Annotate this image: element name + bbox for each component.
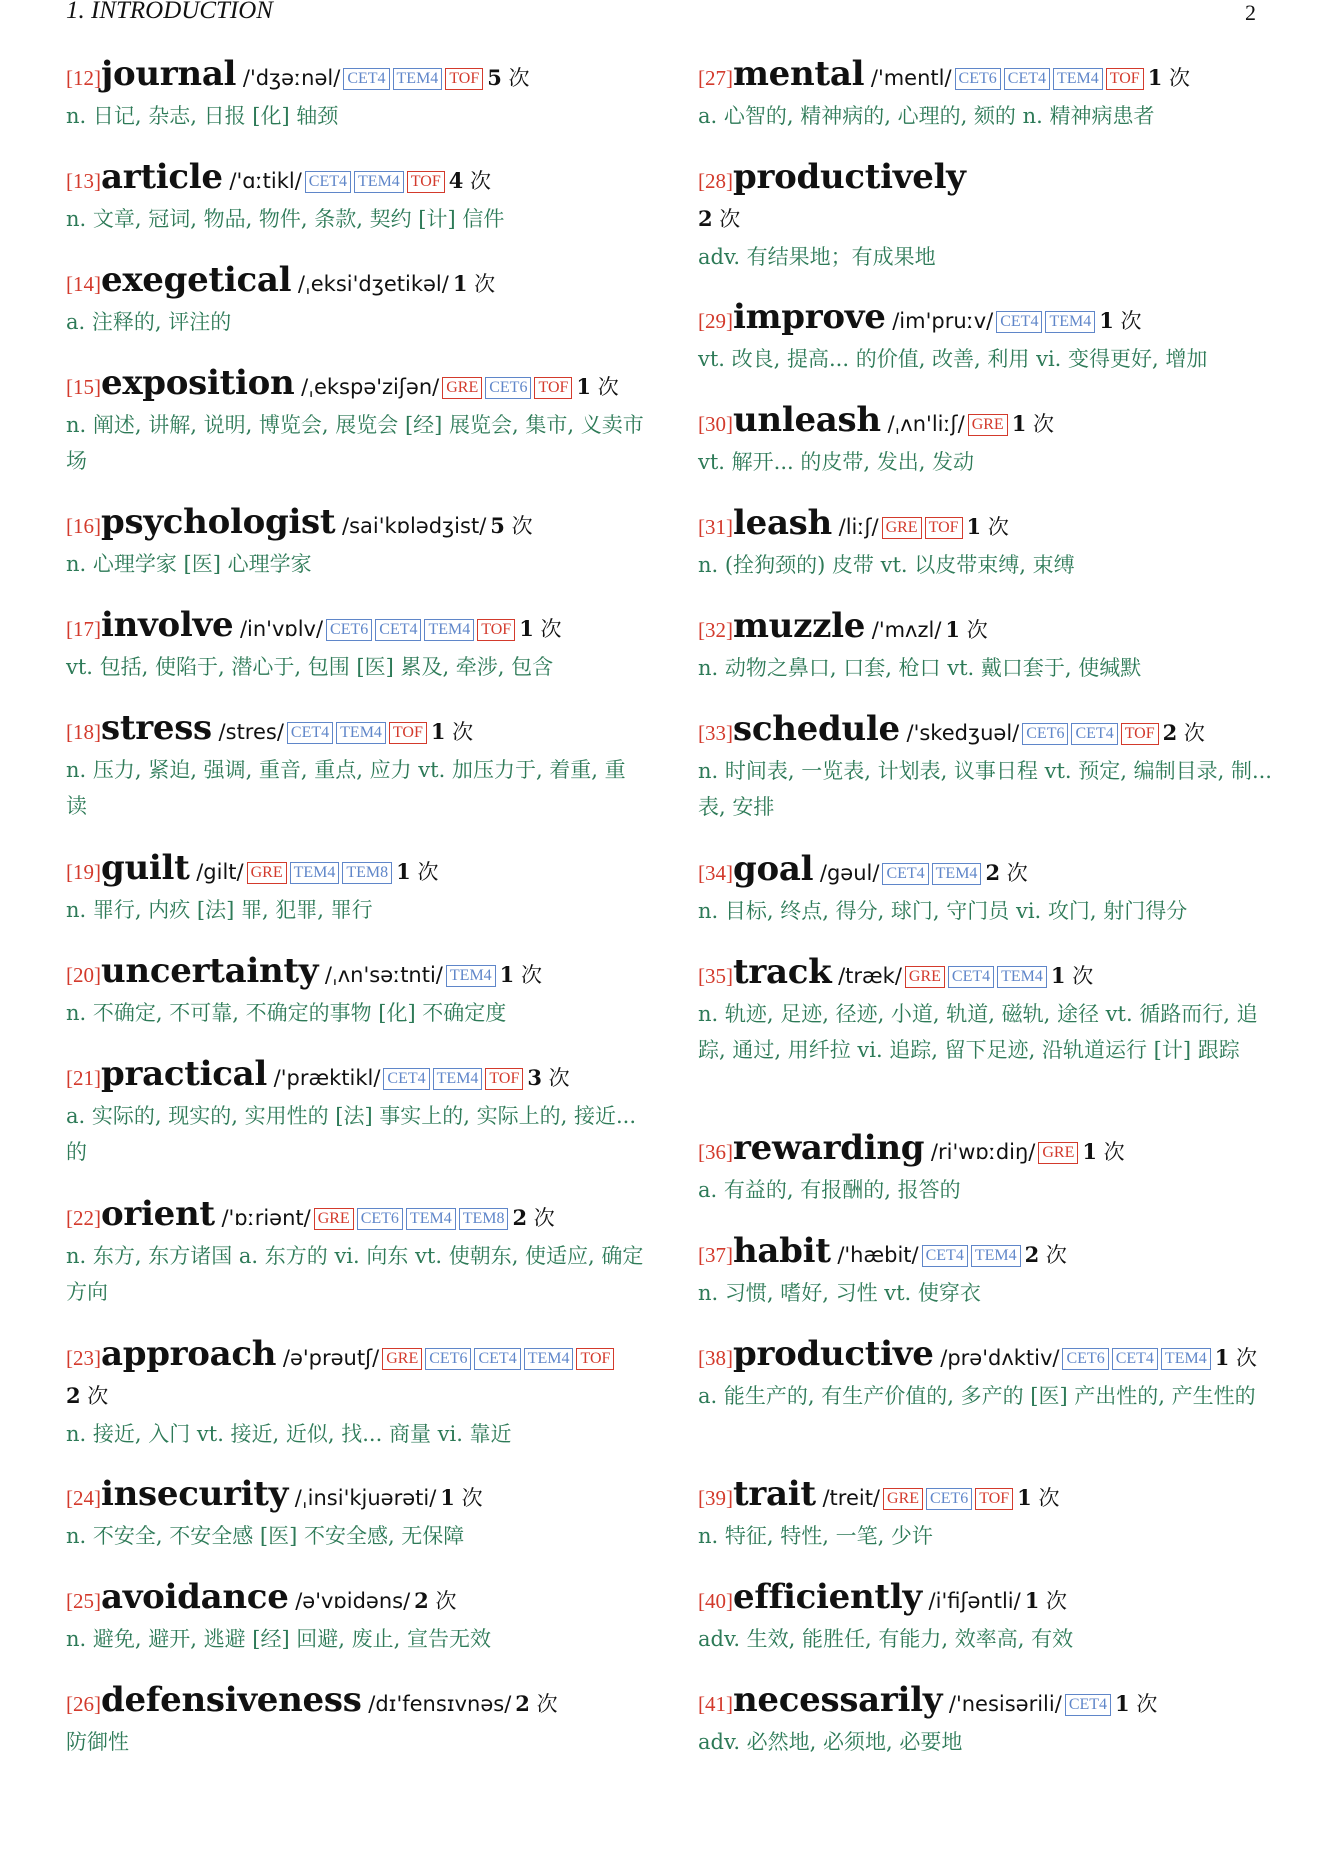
exam-tag-cet6: CET6 [326,619,372,641]
exam-tag-cet6: CET6 [485,377,531,399]
definition: n. 习惯, 嗜好, 习性 vt. 使穿衣 [698,1281,981,1305]
phonetic: /gilt/ [189,860,244,884]
definition: adv. 生效, 能胜任, 有能力, 效率高, 有效 [698,1627,1074,1651]
entry-headline [698,1579,1278,1621]
vocab-entry [698,1476,1278,1554]
entry-headline [66,365,646,407]
headword: article [101,157,223,197]
headword: stress [101,708,212,748]
exam-tag-tem4: TEM4 [524,1348,574,1370]
exam-tag-tof: TOF [1121,723,1159,745]
headword: insecurity [101,1474,289,1514]
entry-headline [698,1233,1278,1275]
exam-tag-tem4: TEM4 [354,171,404,193]
frequency-count: 1 次 [440,1485,483,1510]
exam-tag-gre: GRE [1038,1142,1078,1164]
exam-tag-cet4: CET4 [996,311,1042,333]
exam-tag-tem4: TEM4 [997,966,1047,988]
exam-tag-cet6: CET6 [955,68,1001,90]
definition: a. 注释的, 评注的 [66,310,232,334]
frequency-count-line [698,201,1278,239]
entry-index: [13] [66,169,101,193]
vocab-entry [66,1682,646,1760]
exam-tag-gre: GRE [247,862,287,884]
exam-tag-gre: GRE [882,517,922,539]
exam-tag-tem4: TEM4 [336,722,386,744]
exam-tag-cet6: CET6 [1062,1348,1108,1370]
exam-tag-cet4: CET4 [1065,1694,1111,1716]
definition: n. 日记, 杂志, 日报 [化] 轴颈 [66,104,339,128]
exam-tag-cet6: CET6 [926,1488,972,1510]
frequency-count: 1 次 [519,616,562,641]
frequency-count: 1 次 [1011,411,1055,436]
entry-headline [66,159,646,201]
phonetic: /'præktikl/ [267,1066,381,1090]
entry-headline [698,299,1278,341]
left-column [66,56,646,1836]
exam-tag-tof: TOF [477,619,515,641]
exam-tag-cet4: CET4 [948,966,994,988]
entry-index: [36] [698,1140,733,1164]
vocab-entry [698,56,1278,134]
exam-tag-gre: GRE [968,414,1008,436]
vocab-entry [698,711,1278,825]
definition: n. 目标, 终点, 得分, 球门, 守门员 vi. 攻门, 射门得分 [698,899,1188,923]
vocab-entry [66,262,646,340]
vocab-entry [66,953,646,1031]
frequency-count: 1 次 [1099,308,1142,333]
phonetic: /'nesisərili/ [942,1692,1062,1716]
headword: unleash [733,400,881,440]
frequency-count: 1 次 [945,617,988,642]
frequency-count: 2 次 [1024,1242,1067,1267]
entry-index: [24] [66,1486,101,1510]
entry-headline [66,1579,646,1621]
phonetic: /'mentl/ [864,66,952,90]
frequency-count: 2 次 [414,1588,457,1613]
entry-headline [66,504,646,546]
phonetic: /prə'dʌktiv/ [933,1346,1060,1370]
frequency-count: 1 次 [430,719,474,744]
frequency-count: 4 次 [448,168,492,193]
definition: n. 阐述, 讲解, 说明, 博览会, 展览会 [经] 展览会, 集市, 义卖市场 [66,413,644,473]
headword: practical [101,1054,267,1094]
frequency-count: 1 次 [1214,1345,1258,1370]
entry-headline [698,954,1278,996]
phonetic: /'ɑːtikl/ [222,169,302,193]
entry-index: [25] [66,1589,101,1613]
headword: guilt [101,848,190,888]
entry-headline [66,710,646,752]
exam-tag-tem8: TEM8 [459,1208,509,1230]
definition: n. 压力, 紧迫, 强调, 重音, 重点, 应力 vt. 加压力于, 着重, 重读 [66,758,626,818]
headword: improve [733,297,886,337]
definition: n. 接近, 入门 vt. 接近, 近似, 找... 商量 vi. 靠近 [66,1422,512,1446]
page-number: 2 [1245,0,1256,25]
vocab-entry [66,850,646,928]
phonetic: /'dʒəːnəl/ [236,66,341,90]
vocab-entry [66,159,646,237]
entry-headline [66,56,646,98]
vocab-entry [698,159,1278,275]
frequency-count: 1 次 [576,374,619,399]
frequency-count: 1 次 [1024,1588,1068,1613]
vocab-entry [698,299,1278,377]
exam-tag-cet4: CET4 [375,619,421,641]
chapter-title: 1. INTRODUCTION [66,0,273,24]
exam-tag-cet6: CET6 [1022,723,1068,745]
entry-index: [17] [66,617,101,641]
vocab-entry [698,608,1278,686]
entry-index: [41] [698,1692,733,1716]
exam-tag-cet4: CET4 [882,863,928,885]
exam-tag-cet4: CET4 [922,1245,968,1267]
frequency-count: 5 次 [490,513,533,538]
entry-index: [14] [66,272,101,296]
vocab-entry [698,954,1278,1068]
entry-headline [66,1336,646,1378]
phonetic: /'mʌzl/ [865,618,942,642]
definition: n. 时间表, 一览表, 计划表, 议事日程 vt. 预定, 编制目录, 制... 表, 安排 [698,759,1272,819]
headword: involve [101,605,234,645]
exam-tag-tof: TOF [1106,68,1144,90]
headword: journal [101,54,237,94]
vocab-entry [66,607,646,685]
entry-index: [23] [66,1346,101,1370]
exam-tag-cet6: CET6 [425,1348,471,1370]
entry-index: [18] [66,720,101,744]
exam-tag-tem4: TEM4 [393,68,443,90]
entry-index: [30] [698,412,733,436]
exam-tag-tof: TOF [389,722,427,744]
exam-tag-gre: GRE [382,1348,422,1370]
definition: vt. 包括, 使陷于, 潜心于, 包围 [医] 累及, 牵涉, 包含 [66,655,554,679]
frequency-count: 1 次 [452,271,496,296]
entry-index: [37] [698,1243,733,1267]
exam-tag-tem4: TEM4 [1161,1348,1211,1370]
phonetic: /'skedʒuəl/ [899,721,1020,745]
phonetic: /ə'vɒidəns/ [288,1589,411,1613]
entry-headline [66,1056,646,1098]
frequency-count: 1 次 [966,514,1009,539]
entry-headline [698,56,1278,98]
exam-tag-gre: GRE [314,1208,354,1230]
entry-headline [698,159,1278,201]
vocab-entry [66,1336,646,1452]
entry-index: [16] [66,514,101,538]
phonetic: /i'fiʃəntli/ [921,1589,1021,1613]
headword: rewarding [733,1128,925,1168]
phonetic: /dɪ'fensɪvnəs/ [361,1692,512,1716]
vocab-entry [698,402,1278,480]
exam-tag-cet4: CET4 [305,171,351,193]
entry-headline [698,1476,1278,1518]
definition: n. 不确定, 不可靠, 不确定的事物 [化] 不确定度 [66,1001,507,1025]
definition: n. 文章, 冠词, 物品, 物件, 条款, 契约 [计] 信件 [66,207,505,231]
phonetic: /ˌeksi'dʒetikəl/ [291,272,449,296]
definition: a. 有益的, 有报酬的, 报答的 [698,1178,961,1202]
headword: uncertainty [101,951,319,991]
exam-tag-tof: TOF [975,1488,1013,1510]
exam-tag-tem4: TEM4 [1045,311,1095,333]
frequency-count-line [66,1378,646,1416]
definition: n. 避免, 避开, 逃避 [经] 回避, 废止, 宣告无效 [66,1627,492,1651]
phonetic: /ə'prəutʃ/ [276,1346,380,1370]
vocab-entry [66,1579,646,1657]
entry-headline [66,1476,646,1518]
entry-index: [27] [698,66,733,90]
entry-index: [26] [66,1692,101,1716]
entry-index: [40] [698,1589,733,1613]
exam-tag-tem4: TEM4 [290,862,340,884]
entry-index: [22] [66,1206,101,1230]
phonetic: /'ɒːriənt/ [214,1206,311,1230]
definition: a. 实际的, 现实的, 实用性的 [法] 事实上的, 实际上的, 接近... 的 [66,1104,637,1164]
definition: vt. 解开... 的皮带, 发出, 发动 [698,450,975,474]
definition: 防御性 [66,1730,129,1754]
exam-tag-cet4: CET4 [1112,1348,1158,1370]
headword: exegetical [101,260,292,300]
phonetic: /sai'kɒlədʒist/ [335,514,487,538]
headword: avoidance [101,1577,289,1617]
frequency-count: 2 次 [515,1691,558,1716]
phonetic: /im'pruːv/ [885,309,994,333]
definition: n. 心理学家 [医] 心理学家 [66,552,312,576]
exam-tag-tem4: TEM4 [1053,68,1103,90]
entry-headline [698,1130,1278,1172]
exam-tag-tem4: TEM4 [971,1245,1021,1267]
entry-headline [66,262,646,304]
entry-index: [34] [698,861,733,885]
vocab-entry [66,504,646,582]
headword: efficiently [733,1577,922,1617]
phonetic: /ˌʌn'liːʃ/ [880,412,965,436]
right-column [698,56,1278,1836]
entry-headline [66,850,646,892]
frequency-count: 1 次 [1050,963,1094,988]
frequency-count: 1 次 [1115,1691,1158,1716]
definition: n. 罪行, 内疚 [法] 罪, 犯罪, 罪行 [66,898,373,922]
headword: productively [733,157,966,197]
phonetic: /træk/ [831,964,902,988]
entry-headline [698,851,1278,893]
vocab-entry [698,505,1278,583]
headword: trait [733,1474,816,1514]
frequency-count: 1 次 [1017,1485,1060,1510]
phonetic: /ˌʌn'səːtnti/ [318,963,443,987]
exam-tag-cet4: CET4 [383,1068,429,1090]
exam-tag-cet4: CET4 [1004,68,1050,90]
headword: mental [733,54,865,94]
entry-index: [35] [698,964,733,988]
phonetic: /ri'wɒːdiŋ/ [924,1140,1036,1164]
exam-tag-tem4: TEM4 [406,1208,456,1230]
vocab-entry [698,1336,1278,1414]
phonetic: /treit/ [815,1486,881,1510]
definition: adv. 必然地, 必须地, 必要地 [698,1730,963,1754]
exam-tag-tof: TOF [576,1348,614,1370]
entry-index: [39] [698,1486,733,1510]
entry-index: [29] [698,309,733,333]
exam-tag-tem4: TEM4 [446,965,496,987]
exam-tag-cet4: CET4 [474,1348,520,1370]
entry-headline [66,607,646,649]
definition: n. 东方, 东方诸国 a. 东方的 vi. 向东 vt. 使朝东, 使适应, 确定方向 [66,1244,644,1304]
frequency-count: 1 次 [396,859,439,884]
exam-tag-cet6: CET6 [357,1208,403,1230]
vocab-entry [698,1130,1278,1208]
entry-index: [31] [698,515,733,539]
exam-tag-tof: TOF [445,68,483,90]
definition: adv. 有结果地；有成果地 [698,245,936,269]
exam-tag-cet4: CET4 [287,722,333,744]
entry-index: [19] [66,860,101,884]
frequency-count: 1 次 [499,962,542,987]
exam-tag-tem8: TEM8 [342,862,392,884]
vocab-entry [698,851,1278,929]
frequency-count: 5 次 [487,65,530,90]
headword: defensiveness [101,1680,362,1720]
frequency-count: 1 次 [1082,1139,1125,1164]
exam-tag-tof: TOF [534,377,572,399]
definition: a. 能生产的, 有生产价值的, 多产的 [医] 产出性的, 产生性的 [698,1384,1256,1408]
exam-tag-tof: TOF [407,171,445,193]
vocab-entry [698,1579,1278,1657]
entry-headline [698,608,1278,650]
vocab-entry [698,1233,1278,1311]
vocab-entry [698,1682,1278,1760]
phonetic: /liːʃ/ [831,515,879,539]
definition: n. 特征, 特性, 一笔, 少许 [698,1524,933,1548]
phonetic: /'hæbit/ [830,1243,919,1267]
entry-headline [698,505,1278,547]
frequency-count: 2 次 [698,206,741,231]
definition: n. (拴狗颈的) 皮带 vt. 以皮带束缚, 束缚 [698,553,1075,577]
page-header [66,0,1256,32]
entry-index: [32] [698,618,733,642]
headword: orient [101,1194,215,1234]
entry-headline [698,1682,1278,1724]
vocab-entry [66,56,646,134]
vocab-entry [66,1196,646,1310]
entry-headline [698,1336,1278,1378]
vocab-entry [66,1056,646,1170]
exam-tag-gre: GRE [442,377,482,399]
vocab-entry [66,710,646,824]
entry-headline [698,402,1278,444]
entry-headline [66,1682,646,1724]
exam-tag-cet4: CET4 [1071,723,1117,745]
exam-tag-cet4: CET4 [343,68,389,90]
exam-tag-tem4: TEM4 [932,863,982,885]
entry-headline [698,711,1278,753]
frequency-count: 2 次 [66,1383,109,1408]
exam-tag-tem4: TEM4 [433,1068,483,1090]
entry-index: [12] [66,66,101,90]
entry-index: [21] [66,1066,101,1090]
headword: productive [733,1334,934,1374]
headword: habit [733,1231,831,1271]
phonetic: /gəul/ [813,861,880,885]
headword: necessarily [733,1680,943,1720]
entry-headline [66,1196,646,1238]
headword: psychologist [101,502,336,542]
headword: muzzle [733,606,866,646]
entry-headline [66,953,646,995]
exam-tag-tof: TOF [485,1068,523,1090]
definition: a. 心智的, 精神病的, 心理的, 颏的 n. 精神病患者 [698,104,1155,128]
entry-index: [28] [698,169,733,193]
frequency-count: 1 次 [1147,65,1191,90]
entry-index: [38] [698,1346,733,1370]
entry-index: [15] [66,375,101,399]
definition: vt. 改良, 提高... 的价值, 改善, 利用 vi. 变得更好, 增加 [698,347,1208,371]
phonetic: /in'vɒlv/ [233,617,324,641]
definition: n. 不安全, 不安全感 [医] 不安全感, 无保障 [66,1524,465,1548]
phonetic: /stres/ [211,720,284,744]
vocab-entry [66,1476,646,1554]
headword: schedule [733,709,900,749]
entry-index: [33] [698,721,733,745]
exam-tag-tem4: TEM4 [424,619,474,641]
entry-index: [20] [66,963,101,987]
frequency-count: 2 次 [1162,720,1205,745]
headword: goal [733,849,814,889]
frequency-count: 2 次 [512,1205,555,1230]
definition: n. 轨迹, 足迹, 径迹, 小道, 轨道, 磁轨, 途径 vt. 循路而行, 追踪, 通过, 用纤拉 vi. 追踪, 留下足迹, 沿轨道运行 [计] 跟踪 [698,1002,1258,1062]
exam-tag-gre: GRE [883,1488,923,1510]
headword: track [733,952,832,992]
headword: approach [101,1334,277,1374]
headword: exposition [101,363,295,403]
exam-tag-tof: TOF [925,517,963,539]
phonetic: /ˌekspə'ziʃən/ [294,375,440,399]
exam-tag-gre: GRE [905,966,945,988]
frequency-count: 2 次 [985,860,1028,885]
frequency-count: 3 次 [527,1065,570,1090]
definition: n. 动物之鼻口, 口套, 枪口 vt. 戴口套于, 使缄默 [698,656,1142,680]
vocab-entry [66,365,646,479]
phonetic: /ˌinsi'kjuərəti/ [288,1486,437,1510]
headword: leash [733,503,832,543]
